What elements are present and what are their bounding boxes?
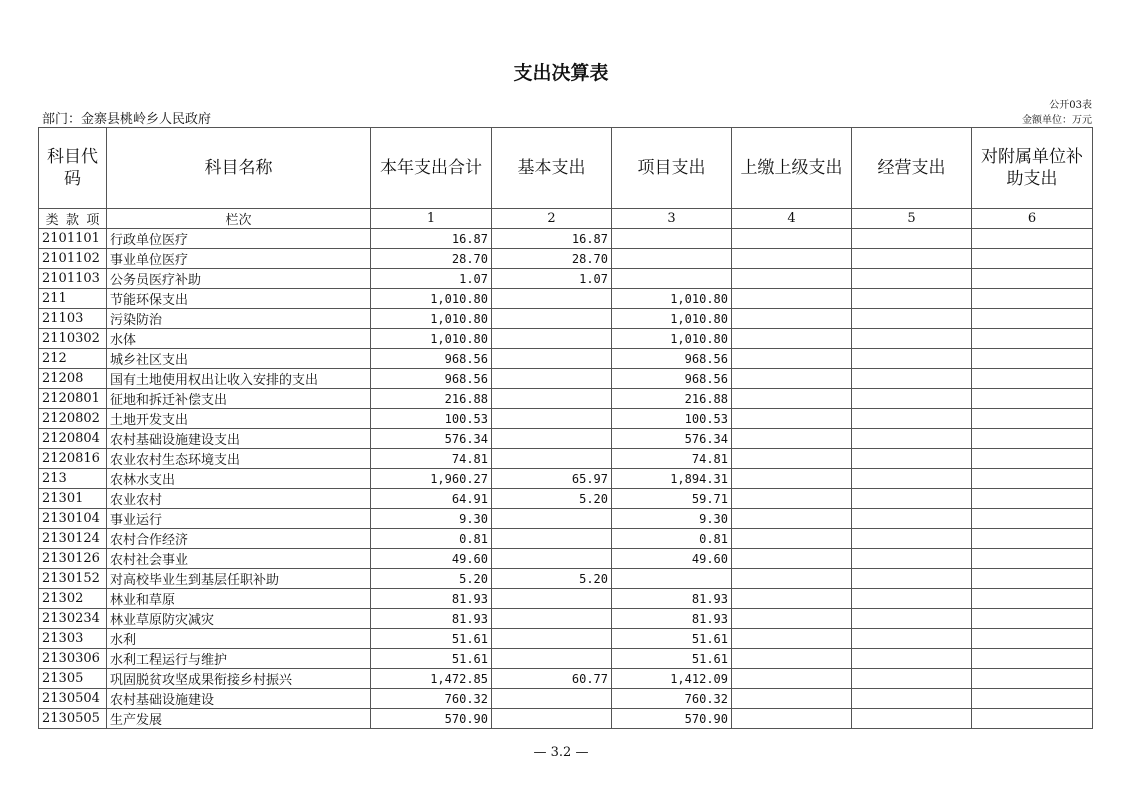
- cell-basic: 16.87: [492, 229, 612, 249]
- cell-business: [852, 269, 972, 289]
- cell-subsidy: [972, 689, 1093, 709]
- page-number: — 3.2 —: [533, 745, 589, 760]
- cell-subsidy: [972, 569, 1093, 589]
- table-row: [39, 709, 1093, 729]
- cell-business: [852, 229, 972, 249]
- cell-basic: 28.70: [492, 249, 612, 269]
- cell-upper: [732, 329, 852, 349]
- cell-name: 节能环保支出: [107, 289, 371, 309]
- cell-upper: [732, 229, 852, 249]
- cell-subsidy: [972, 669, 1093, 689]
- cell-total: 49.60: [371, 549, 492, 569]
- cell-basic: [492, 309, 612, 329]
- index-kuan: 款: [65, 213, 79, 228]
- cell-basic: [492, 609, 612, 629]
- cell-subsidy: [972, 549, 1093, 569]
- cell-code: 212: [39, 349, 107, 369]
- cell-basic: [492, 389, 612, 409]
- cell-code: 211: [39, 289, 107, 309]
- cell-code: 2120801: [39, 389, 107, 409]
- cell-subsidy: [972, 249, 1093, 269]
- cell-code: 2130306: [39, 649, 107, 669]
- table-row: [39, 469, 1093, 489]
- cell-subsidy: [972, 389, 1093, 409]
- cell-code: 21208: [39, 369, 107, 389]
- cell-project: 1,412.09: [612, 669, 732, 689]
- cell-total: 5.20: [371, 569, 492, 589]
- cell-business: [852, 409, 972, 429]
- cell-total: 1,472.85: [371, 669, 492, 689]
- cell-subsidy: [972, 329, 1093, 349]
- cell-basic: [492, 509, 612, 529]
- cell-upper: [732, 549, 852, 569]
- cell-name: 农村合作经济: [107, 529, 371, 549]
- table-row: [39, 589, 1093, 609]
- cell-basic: 5.20: [492, 489, 612, 509]
- cell-total: 9.30: [371, 509, 492, 529]
- cell-business: [852, 489, 972, 509]
- cell-business: [852, 469, 972, 489]
- cell-code: 2130152: [39, 569, 107, 589]
- header-project: 项目支出: [612, 128, 732, 209]
- form-info: [1022, 98, 1092, 128]
- cell-code: 21305: [39, 669, 107, 689]
- index-category: [39, 209, 107, 229]
- expenditure-table: [38, 127, 1093, 729]
- table-row: [39, 609, 1093, 629]
- cell-subsidy: [972, 609, 1093, 629]
- cell-business: [852, 609, 972, 629]
- cell-upper: [732, 449, 852, 469]
- cell-upper: [732, 609, 852, 629]
- index-xiang: 项: [86, 213, 100, 228]
- cell-basic: 5.20: [492, 569, 612, 589]
- table-row: [39, 289, 1093, 309]
- cell-upper: [732, 489, 852, 509]
- table-row: [39, 309, 1093, 329]
- cell-total: 0.81: [371, 529, 492, 549]
- table-row: [39, 329, 1093, 349]
- cell-total: 216.88: [371, 389, 492, 409]
- cell-name: 公务员医疗补助: [107, 269, 371, 289]
- cell-subsidy: [972, 469, 1093, 489]
- cell-project: 1,010.80: [612, 329, 732, 349]
- cell-total: 64.91: [371, 489, 492, 509]
- cell-name: 农村社会事业: [107, 549, 371, 569]
- cell-business: [852, 669, 972, 689]
- cell-basic: [492, 629, 612, 649]
- table-row: [39, 509, 1093, 529]
- cell-project: 51.61: [612, 649, 732, 669]
- department-label: 部门：金寨县桃岭乡人民政府: [42, 112, 212, 127]
- index-col: 2: [492, 209, 612, 229]
- cell-project: 81.93: [612, 589, 732, 609]
- cell-basic: [492, 329, 612, 349]
- cell-project: 1,894.31: [612, 469, 732, 489]
- cell-upper: [732, 509, 852, 529]
- cell-name: 水体: [107, 329, 371, 349]
- cell-upper: [732, 569, 852, 589]
- cell-project: [612, 569, 732, 589]
- cell-business: [852, 709, 972, 729]
- header-upper: 上缴上级支出: [732, 128, 852, 209]
- cell-code: 2101103: [39, 269, 107, 289]
- cell-business: [852, 369, 972, 389]
- cell-code: 2130234: [39, 609, 107, 629]
- cell-business: [852, 249, 972, 269]
- cell-upper: [732, 649, 852, 669]
- cell-business: [852, 389, 972, 409]
- table-row: [39, 269, 1093, 289]
- cell-basic: [492, 289, 612, 309]
- cell-name: 水利: [107, 629, 371, 649]
- cell-name: 事业运行: [107, 509, 371, 529]
- cell-subsidy: [972, 369, 1093, 389]
- cell-subsidy: [972, 429, 1093, 449]
- cell-business: [852, 509, 972, 529]
- cell-subsidy: [972, 349, 1093, 369]
- index-col: 5: [852, 209, 972, 229]
- cell-name: 农业农村: [107, 489, 371, 509]
- table-row: [39, 449, 1093, 469]
- cell-total: 81.93: [371, 609, 492, 629]
- cell-basic: [492, 589, 612, 609]
- cell-name: 农林水支出: [107, 469, 371, 489]
- cell-basic: [492, 689, 612, 709]
- header-row: [39, 128, 1093, 209]
- cell-name: 行政单位医疗: [107, 229, 371, 249]
- cell-basic: [492, 409, 612, 429]
- cell-name: 农村基础设施建设: [107, 689, 371, 709]
- cell-business: [852, 289, 972, 309]
- cell-business: [852, 529, 972, 549]
- cell-subsidy: [972, 269, 1093, 289]
- cell-upper: [732, 289, 852, 309]
- header-basic: 基本支出: [492, 128, 612, 209]
- cell-code: 21103: [39, 309, 107, 329]
- header-total: 本年支出合计: [371, 128, 492, 209]
- cell-project: 1,010.80: [612, 309, 732, 329]
- cell-code: 2130124: [39, 529, 107, 549]
- cell-project: [612, 269, 732, 289]
- cell-subsidy: [972, 509, 1093, 529]
- cell-subsidy: [972, 449, 1093, 469]
- cell-subsidy: [972, 649, 1093, 669]
- cell-name: 国有土地使用权出让收入安排的支出: [107, 369, 371, 389]
- cell-project: 9.30: [612, 509, 732, 529]
- cell-name: 巩固脱贫攻坚成果衔接乡村振兴: [107, 669, 371, 689]
- form-number: 公开03表: [1049, 100, 1092, 111]
- cell-code: 21302: [39, 589, 107, 609]
- cell-upper: [732, 409, 852, 429]
- header-name: 科目名称: [107, 128, 371, 209]
- cell-business: [852, 589, 972, 609]
- header-business: 经营支出: [852, 128, 972, 209]
- cell-project: 49.60: [612, 549, 732, 569]
- cell-subsidy: [972, 489, 1093, 509]
- cell-name: 城乡社区支出: [107, 349, 371, 369]
- cell-business: [852, 569, 972, 589]
- cell-code: 2120804: [39, 429, 107, 449]
- cell-subsidy: [972, 709, 1093, 729]
- table-row: [39, 409, 1093, 429]
- table-row: [39, 669, 1093, 689]
- cell-project: [612, 249, 732, 269]
- cell-upper: [732, 529, 852, 549]
- cell-upper: [732, 369, 852, 389]
- table-row: [39, 249, 1093, 269]
- cell-basic: [492, 369, 612, 389]
- cell-upper: [732, 689, 852, 709]
- cell-total: 51.61: [371, 629, 492, 649]
- table-row: [39, 649, 1093, 669]
- cell-code: 2130126: [39, 549, 107, 569]
- cell-project: 51.61: [612, 629, 732, 649]
- cell-business: [852, 629, 972, 649]
- table-row: [39, 689, 1093, 709]
- cell-code: 2110302: [39, 329, 107, 349]
- cell-upper: [732, 389, 852, 409]
- cell-business: [852, 349, 972, 369]
- cell-upper: [732, 709, 852, 729]
- index-lei: 类: [45, 213, 59, 228]
- cell-total: 1,010.80: [371, 309, 492, 329]
- table-row: [39, 429, 1093, 449]
- cell-basic: [492, 429, 612, 449]
- table-row: [39, 369, 1093, 389]
- cell-name: 水利工程运行与维护: [107, 649, 371, 669]
- cell-total: 1,010.80: [371, 329, 492, 349]
- cell-basic: 65.97: [492, 469, 612, 489]
- index-col: 3: [612, 209, 732, 229]
- cell-business: [852, 549, 972, 569]
- table-row: [39, 389, 1093, 409]
- cell-project: [612, 229, 732, 249]
- cell-code: 21301: [39, 489, 107, 509]
- cell-name: 农业农村生态环境支出: [107, 449, 371, 469]
- cell-total: 16.87: [371, 229, 492, 249]
- cell-name: 林业和草原: [107, 589, 371, 609]
- cell-name: 农村基础设施建设支出: [107, 429, 371, 449]
- cell-basic: 60.77: [492, 669, 612, 689]
- cell-subsidy: [972, 629, 1093, 649]
- cell-total: 760.32: [371, 689, 492, 709]
- cell-project: 59.71: [612, 489, 732, 509]
- header-code: 科目代码: [39, 128, 107, 209]
- cell-name: 土地开发支出: [107, 409, 371, 429]
- cell-upper: [732, 669, 852, 689]
- cell-subsidy: [972, 229, 1093, 249]
- table-row: [39, 529, 1093, 549]
- table-row: [39, 549, 1093, 569]
- cell-subsidy: [972, 529, 1093, 549]
- index-col: 6: [972, 209, 1093, 229]
- cell-name: 事业单位医疗: [107, 249, 371, 269]
- cell-business: [852, 649, 972, 669]
- cell-business: [852, 449, 972, 469]
- cell-project: 216.88: [612, 389, 732, 409]
- table-row: [39, 629, 1093, 649]
- cell-upper: [732, 269, 852, 289]
- table-body: [39, 229, 1093, 729]
- table-row: [39, 229, 1093, 249]
- cell-business: [852, 689, 972, 709]
- cell-total: 576.34: [371, 429, 492, 449]
- cell-total: 51.61: [371, 649, 492, 669]
- cell-code: 2130104: [39, 509, 107, 529]
- cell-code: 2120802: [39, 409, 107, 429]
- cell-upper: [732, 589, 852, 609]
- cell-business: [852, 429, 972, 449]
- cell-code: 2101102: [39, 249, 107, 269]
- cell-total: 74.81: [371, 449, 492, 469]
- cell-project: 576.34: [612, 429, 732, 449]
- cell-upper: [732, 249, 852, 269]
- cell-basic: 1.07: [492, 269, 612, 289]
- cell-basic: [492, 449, 612, 469]
- cell-total: 1,960.27: [371, 469, 492, 489]
- cell-code: 2130505: [39, 709, 107, 729]
- cell-upper: [732, 309, 852, 329]
- cell-project: 570.90: [612, 709, 732, 729]
- cell-upper: [732, 629, 852, 649]
- cell-subsidy: [972, 589, 1093, 609]
- cell-business: [852, 329, 972, 349]
- cell-basic: [492, 549, 612, 569]
- cell-code: 213: [39, 469, 107, 489]
- page-title: 支出决算表: [513, 62, 609, 84]
- cell-project: 1,010.80: [612, 289, 732, 309]
- cell-total: 100.53: [371, 409, 492, 429]
- cell-total: 1.07: [371, 269, 492, 289]
- index-col: 4: [732, 209, 852, 229]
- index-name: 栏次: [107, 209, 371, 229]
- cell-name: 对高校毕业生到基层任职补助: [107, 569, 371, 589]
- cell-upper: [732, 349, 852, 369]
- cell-project: 968.56: [612, 369, 732, 389]
- cell-business: [852, 309, 972, 329]
- cell-project: 760.32: [612, 689, 732, 709]
- cell-upper: [732, 429, 852, 449]
- cell-code: 2120816: [39, 449, 107, 469]
- cell-subsidy: [972, 289, 1093, 309]
- cell-basic: [492, 709, 612, 729]
- table-row: [39, 569, 1093, 589]
- cell-name: 生产发展: [107, 709, 371, 729]
- cell-project: 81.93: [612, 609, 732, 629]
- cell-total: 968.56: [371, 369, 492, 389]
- cell-project: 0.81: [612, 529, 732, 549]
- cell-total: 1,010.80: [371, 289, 492, 309]
- cell-name: 林业草原防灾减灾: [107, 609, 371, 629]
- cell-basic: [492, 649, 612, 669]
- cell-total: 28.70: [371, 249, 492, 269]
- cell-basic: [492, 529, 612, 549]
- cell-upper: [732, 469, 852, 489]
- cell-total: 968.56: [371, 349, 492, 369]
- header-subsidy: 对附属单位补助支出: [972, 128, 1093, 209]
- cell-code: 2101101: [39, 229, 107, 249]
- cell-total: 81.93: [371, 589, 492, 609]
- unit-label: 金额单位：万元: [1022, 115, 1092, 126]
- cell-subsidy: [972, 409, 1093, 429]
- table-row: [39, 349, 1093, 369]
- cell-code: 2130504: [39, 689, 107, 709]
- cell-total: 570.90: [371, 709, 492, 729]
- table-row: [39, 489, 1093, 509]
- cell-project: 968.56: [612, 349, 732, 369]
- cell-project: 74.81: [612, 449, 732, 469]
- cell-name: 污染防治: [107, 309, 371, 329]
- cell-project: 100.53: [612, 409, 732, 429]
- cell-subsidy: [972, 309, 1093, 329]
- index-row: [39, 209, 1093, 229]
- cell-name: 征地和拆迁补偿支出: [107, 389, 371, 409]
- cell-code: 21303: [39, 629, 107, 649]
- cell-basic: [492, 349, 612, 369]
- index-col: 1: [371, 209, 492, 229]
